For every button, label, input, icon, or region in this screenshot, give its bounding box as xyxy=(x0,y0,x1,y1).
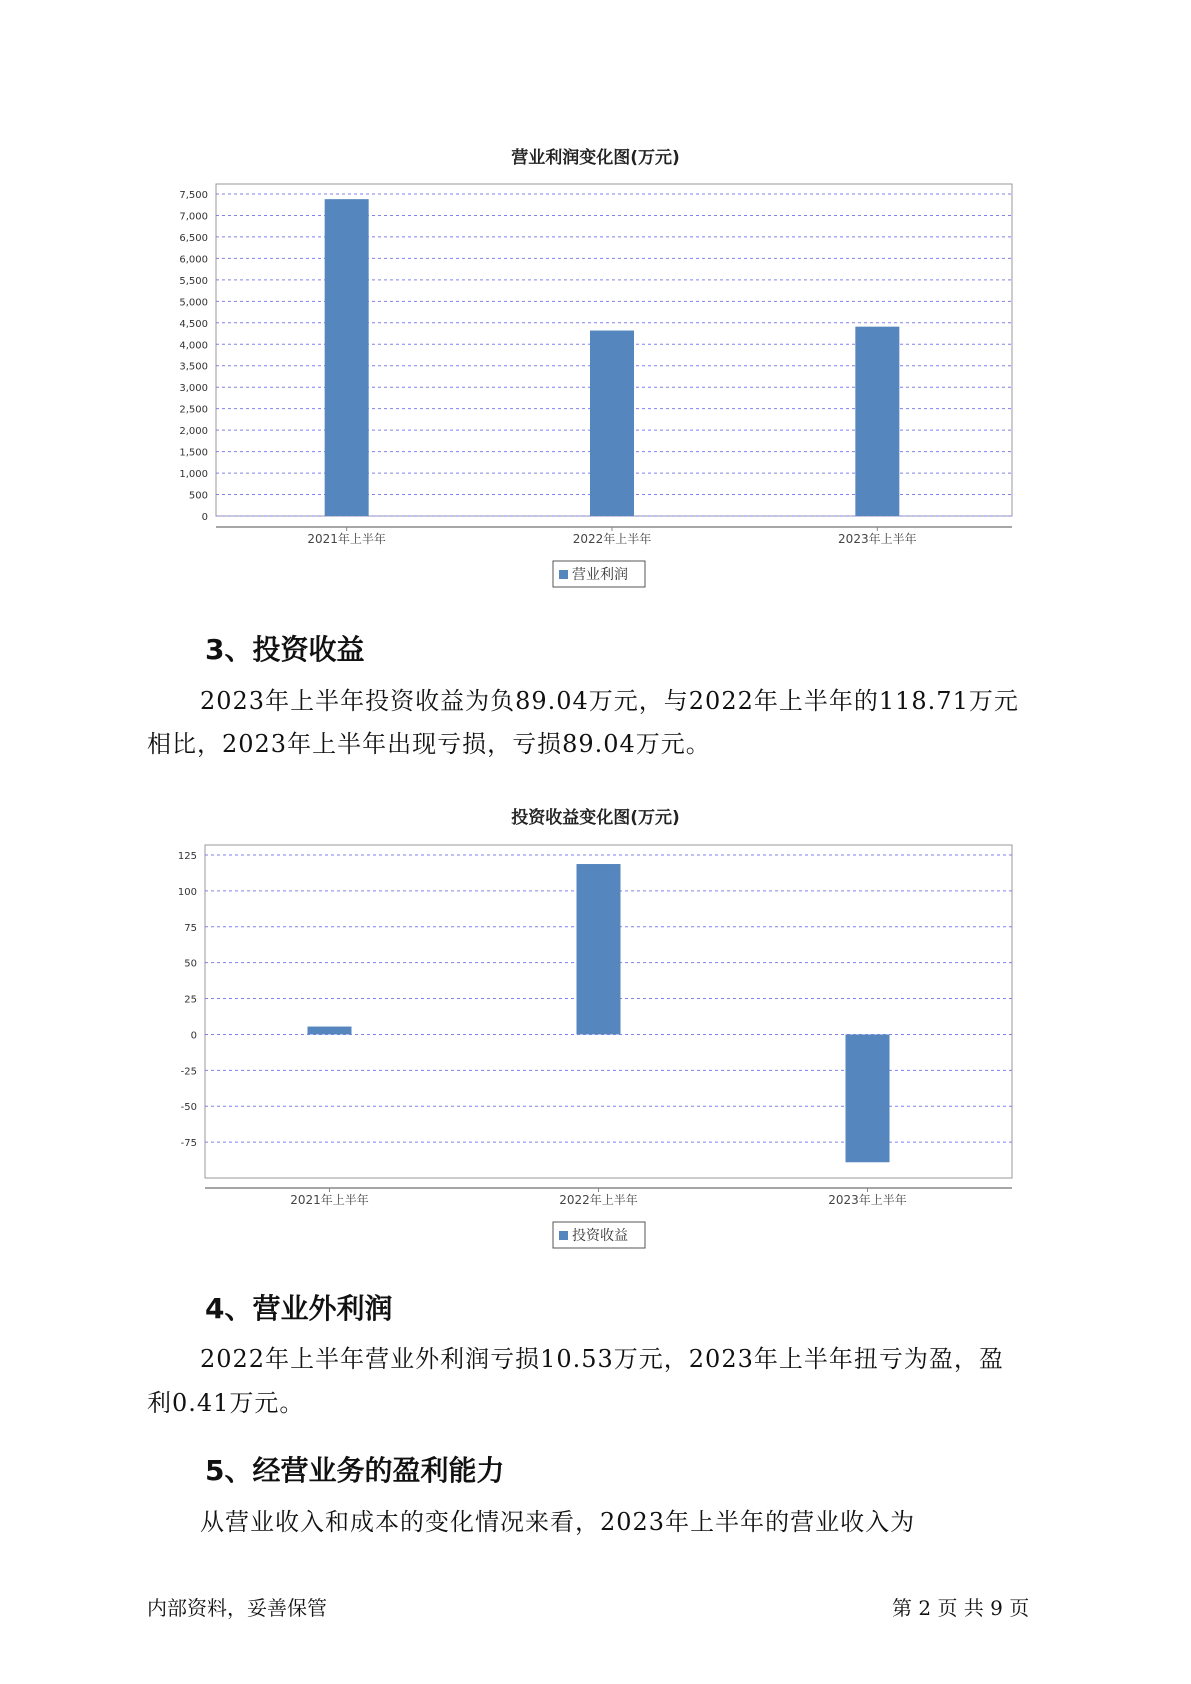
paragraph-line: 利0.41万元。 xyxy=(147,1389,305,1417)
section-heading-investment-income: 3、投资收益 xyxy=(205,633,365,666)
bar xyxy=(846,1034,890,1162)
paragraph-line: 从营业收入和成本的变化情况来看，2023年上半年的营业收入为 xyxy=(200,1508,916,1536)
bar xyxy=(308,1027,352,1035)
chart-title-operating-profit: 营业利润变化图(万元) xyxy=(511,148,680,168)
y-tick-label: 7,000 xyxy=(179,211,208,223)
y-tick-label: 6,000 xyxy=(179,254,208,266)
y-tick-label: 50 xyxy=(184,958,197,970)
legend-label: 投资收益 xyxy=(572,1228,628,1244)
x-tick-label: 2022年上半年 xyxy=(572,532,652,546)
legend xyxy=(553,1222,645,1248)
bar xyxy=(577,864,621,1034)
y-tick-label: -75 xyxy=(180,1138,197,1150)
x-tick-label: 2021年上半年 xyxy=(307,532,386,546)
section-heading-business-profitability: 5、经营业务的盈利能力 xyxy=(205,1454,505,1487)
paragraph-line: 相比，2023年上半年出现亏损，亏损89.04万元。 xyxy=(147,730,711,758)
y-tick-label: 6,500 xyxy=(179,232,208,244)
y-tick-label: 2,500 xyxy=(179,404,208,416)
x-tick-label: 2023年上半年 xyxy=(828,1193,907,1207)
y-tick-label: 3,000 xyxy=(179,383,208,395)
y-tick-label: 125 xyxy=(177,851,197,862)
y-tick-label: 2,000 xyxy=(179,426,208,438)
y-tick-label: -25 xyxy=(180,1066,197,1078)
y-tick-label: 4,500 xyxy=(179,318,208,330)
y-tick-label: -50 xyxy=(180,1102,197,1114)
y-tick-label: 7,500 xyxy=(179,190,208,201)
paragraph-line: 2023年上半年投资收益为负89.04万元，与2022年上半年的118.71万元 xyxy=(200,687,1019,715)
footer-page-number: 第 2 页 共 9 页 xyxy=(892,1596,1030,1620)
y-tick-label: 0 xyxy=(201,512,208,523)
legend-label: 营业利润 xyxy=(572,567,628,583)
y-tick-label: 5,000 xyxy=(179,297,208,309)
y-tick-label: 1,500 xyxy=(179,447,208,459)
y-tick-label: 25 xyxy=(184,994,197,1006)
x-tick-label: 2023年上半年 xyxy=(838,532,917,546)
footer-confidential-note: 内部资料，妥善保管 xyxy=(147,1596,327,1620)
y-tick-label: 100 xyxy=(177,886,197,898)
legend-swatch xyxy=(559,1231,568,1240)
y-tick-label: 0 xyxy=(190,1030,197,1042)
x-tick-label: 2022年上半年 xyxy=(559,1193,638,1207)
y-tick-label: 1,000 xyxy=(179,469,208,481)
chart-title-investment-income: 投资收益变化图(万元) xyxy=(511,808,680,828)
y-tick-label: 4,000 xyxy=(179,340,208,352)
y-tick-label: 75 xyxy=(184,922,197,934)
x-tick-label: 2021年上半年 xyxy=(290,1193,369,1207)
y-tick-label: 5,500 xyxy=(179,275,208,287)
y-tick-label: 500 xyxy=(188,490,208,502)
section-heading-non-operating-profit: 4、营业外利润 xyxy=(205,1292,393,1325)
y-tick-label: 3,500 xyxy=(179,361,208,373)
paragraph-line: 2022年上半年营业外利润亏损10.53万元，2023年上半年扭亏为盈，盈 xyxy=(200,1345,1004,1373)
